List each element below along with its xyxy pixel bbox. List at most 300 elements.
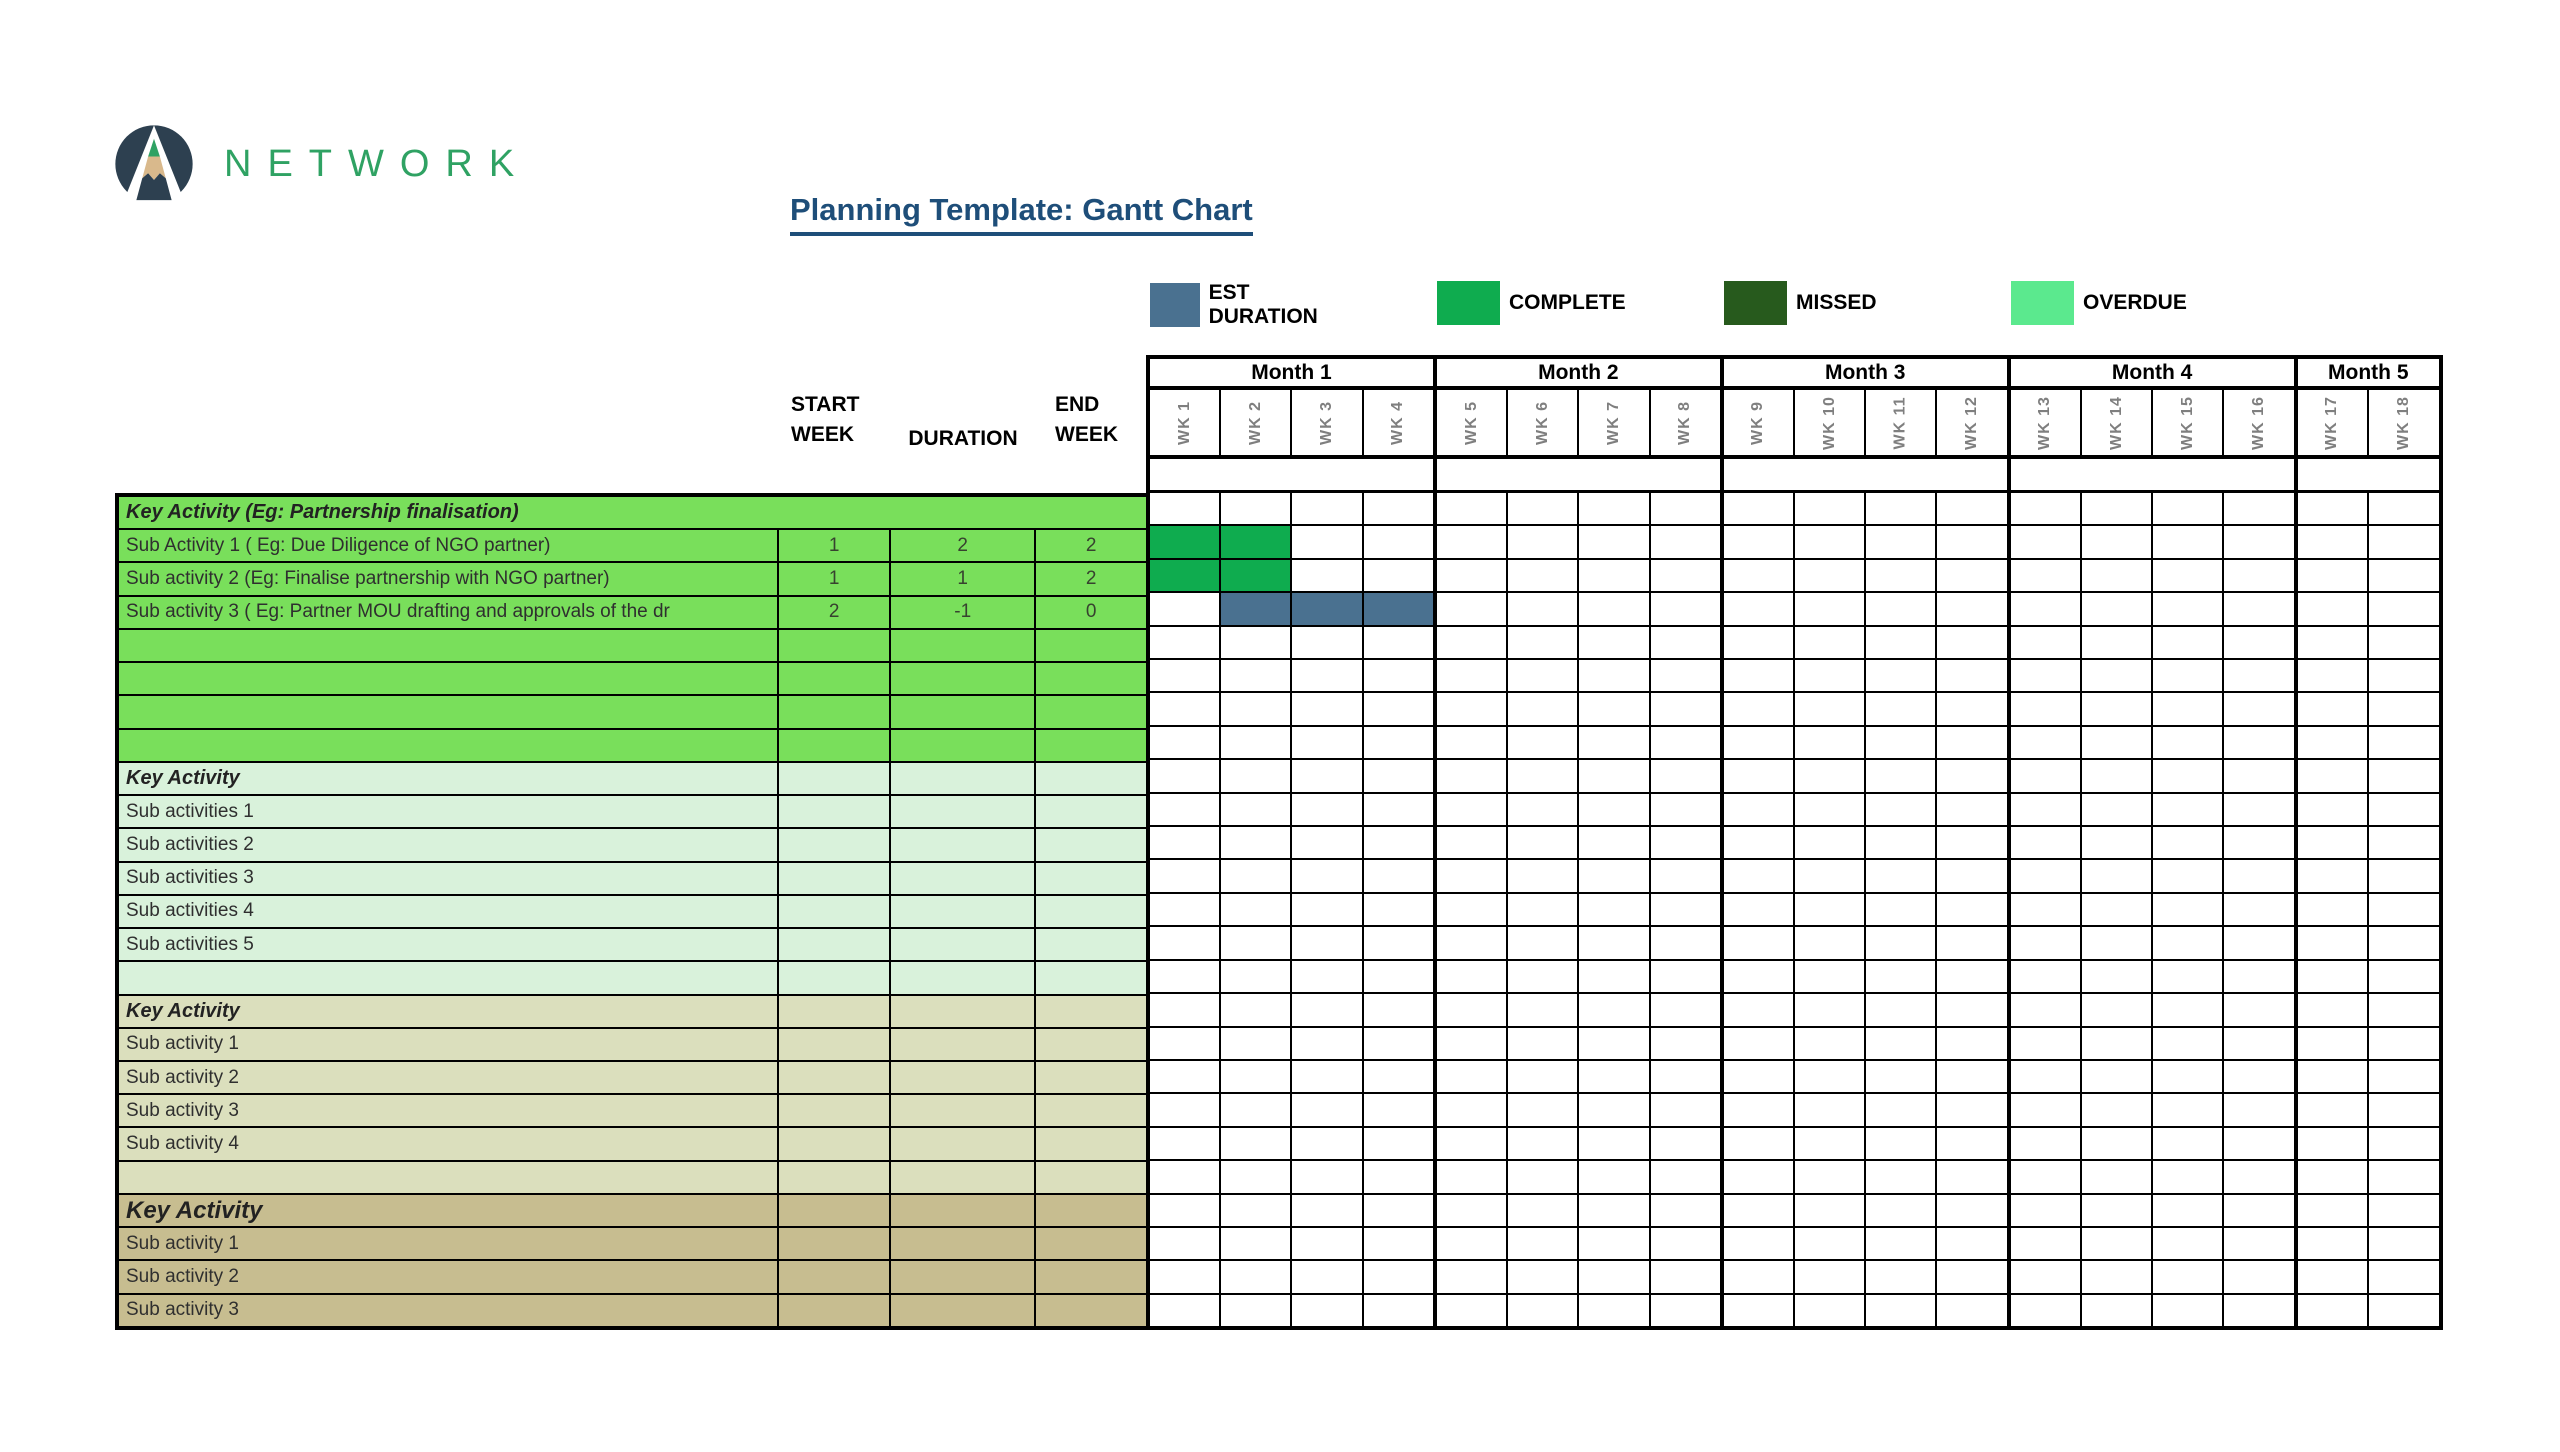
gantt-cell-week-3[interactable]: [1292, 560, 1363, 591]
gantt-cell-week-9[interactable]: [1724, 1094, 1795, 1125]
gantt-cell-week-2[interactable]: [1221, 994, 1292, 1025]
gantt-cell-week-7[interactable]: [1579, 1094, 1650, 1125]
key-activity-label-cell[interactable]: [119, 763, 779, 794]
gantt-cell-week-1[interactable]: [1150, 1028, 1221, 1059]
gantt-cell-week-16[interactable]: [2224, 1295, 2293, 1326]
gantt-cell-week-18[interactable]: [2369, 1261, 2439, 1292]
gantt-cell-week-8[interactable]: [1651, 660, 1720, 691]
gantt-cell-week-14[interactable]: [2082, 727, 2153, 758]
activity-name-cell[interactable]: Sub activities 5: [119, 929, 779, 960]
gantt-cell-week-12[interactable]: [1937, 794, 2006, 825]
gantt-cell-week-1[interactable]: [1150, 693, 1221, 724]
gantt-cell-week-8[interactable]: [1651, 1295, 1720, 1326]
gantt-cell-week-2[interactable]: [1221, 727, 1292, 758]
gantt-cell-week-1[interactable]: [1150, 593, 1221, 624]
gantt-cell-week-4[interactable]: [1364, 560, 1433, 591]
gantt-cell-week-17[interactable]: [2298, 1128, 2370, 1159]
gantt-cell-week-11[interactable]: [1866, 627, 1937, 658]
gantt-cell-week-3[interactable]: [1292, 1195, 1363, 1226]
gantt-cell-week-17[interactable]: [2298, 894, 2370, 925]
start-week-cell[interactable]: [779, 863, 891, 894]
gantt-cell-week-11[interactable]: [1866, 493, 1937, 524]
gantt-cell-week-11[interactable]: [1866, 693, 1937, 724]
gantt-cell-week-18[interactable]: [2369, 794, 2439, 825]
start-week-cell[interactable]: [779, 1095, 891, 1126]
gantt-cell-week-5[interactable]: [1437, 1028, 1508, 1059]
gantt-bar-est-week-2[interactable]: [1221, 593, 1292, 624]
gantt-cell-week-17[interactable]: [2298, 593, 2370, 624]
activity-name-cell[interactable]: Sub activity 3: [119, 1295, 779, 1326]
gantt-cell-week-2[interactable]: [1221, 1061, 1292, 1092]
gantt-cell-week-3[interactable]: [1292, 1228, 1363, 1259]
gantt-cell-week-12[interactable]: [1937, 1195, 2006, 1226]
gantt-cell-week-5[interactable]: [1437, 1094, 1508, 1125]
gantt-cell-week-18[interactable]: [2369, 860, 2439, 891]
gantt-cell-week-5[interactable]: [1437, 627, 1508, 658]
gantt-cell-week-5[interactable]: [1437, 1195, 1508, 1226]
gantt-cell-week-3[interactable]: [1292, 1028, 1363, 1059]
duration-cell[interactable]: [891, 1062, 1036, 1093]
gantt-cell-week-11[interactable]: [1866, 1195, 1937, 1226]
gantt-cell-week-7[interactable]: [1579, 627, 1650, 658]
gantt-cell-week-12[interactable]: [1937, 1261, 2006, 1292]
gantt-cell-week-2[interactable]: [1221, 1228, 1292, 1259]
gantt-cell-week-18[interactable]: [2369, 526, 2439, 557]
gantt-cell-week-18[interactable]: [2369, 1228, 2439, 1259]
gantt-cell-week-13[interactable]: [2011, 593, 2082, 624]
gantt-cell-week-9[interactable]: [1724, 1161, 1795, 1192]
gantt-cell-week-16[interactable]: [2224, 794, 2293, 825]
gantt-cell-week-6[interactable]: [1508, 827, 1579, 858]
gantt-cell-week-5[interactable]: [1437, 560, 1508, 591]
gantt-cell-week-4[interactable]: [1364, 1128, 1433, 1159]
gantt-cell-week-13[interactable]: [2011, 1228, 2082, 1259]
gantt-cell-week-1[interactable]: [1150, 1128, 1221, 1159]
gantt-cell-week-7[interactable]: [1579, 794, 1650, 825]
gantt-cell-week-10[interactable]: [1795, 627, 1866, 658]
gantt-cell-week-17[interactable]: [2298, 994, 2370, 1025]
gantt-cell-week-11[interactable]: [1866, 1228, 1937, 1259]
gantt-cell-week-8[interactable]: [1651, 894, 1720, 925]
gantt-cell-week-3[interactable]: [1292, 1061, 1363, 1092]
gantt-cell-week-1[interactable]: [1150, 627, 1221, 658]
gantt-cell-week-6[interactable]: [1508, 493, 1579, 524]
gantt-cell-week-6[interactable]: [1508, 1094, 1579, 1125]
gantt-cell-week-7[interactable]: [1579, 961, 1650, 992]
duration-cell[interactable]: [891, 1095, 1036, 1126]
gantt-cell-week-13[interactable]: [2011, 560, 2082, 591]
gantt-cell-week-17[interactable]: [2298, 693, 2370, 724]
gantt-cell-week-6[interactable]: [1508, 760, 1579, 791]
gantt-cell-week-15[interactable]: [2153, 827, 2224, 858]
gantt-cell-week-6[interactable]: [1508, 1161, 1579, 1192]
gantt-cell-week-5[interactable]: [1437, 894, 1508, 925]
gantt-cell-week-10[interactable]: [1795, 961, 1866, 992]
gantt-cell-week-13[interactable]: [2011, 927, 2082, 958]
gantt-cell-week-15[interactable]: [2153, 1261, 2224, 1292]
gantt-cell-week-17[interactable]: [2298, 627, 2370, 658]
gantt-cell-week-7[interactable]: [1579, 1195, 1650, 1226]
activity-name-cell[interactable]: Sub activity 3: [119, 1095, 779, 1126]
activity-name-cell[interactable]: [119, 663, 779, 694]
start-week-cell[interactable]: [779, 829, 891, 860]
duration-cell[interactable]: [891, 663, 1036, 694]
gantt-cell-week-11[interactable]: [1866, 894, 1937, 925]
gantt-cell-week-2[interactable]: [1221, 894, 1292, 925]
duration-cell[interactable]: [891, 1228, 1036, 1259]
key-activity-label-cell[interactable]: [119, 497, 1146, 528]
gantt-cell-week-10[interactable]: [1795, 1295, 1866, 1326]
gantt-cell-week-7[interactable]: [1579, 660, 1650, 691]
gantt-cell-week-11[interactable]: [1866, 593, 1937, 624]
gantt-cell-week-8[interactable]: [1651, 1028, 1720, 1059]
gantt-cell-week-12[interactable]: [1937, 927, 2006, 958]
gantt-cell-week-5[interactable]: [1437, 1161, 1508, 1192]
gantt-cell-week-3[interactable]: [1292, 1128, 1363, 1159]
activity-name-cell[interactable]: Sub Activity 1 ( Eg: Due Diligence of NGO partner): [119, 530, 779, 561]
gantt-cell-week-5[interactable]: [1437, 961, 1508, 992]
gantt-cell-week-4[interactable]: [1364, 1094, 1433, 1125]
gantt-cell-week-13[interactable]: [2011, 961, 2082, 992]
gantt-cell-week-10[interactable]: [1795, 827, 1866, 858]
gantt-cell-week-12[interactable]: [1937, 860, 2006, 891]
gantt-cell-week-15[interactable]: [2153, 760, 2224, 791]
gantt-cell-week-2[interactable]: [1221, 1295, 1292, 1326]
end-week-cell[interactable]: [1036, 1162, 1146, 1193]
gantt-cell-week-12[interactable]: [1937, 827, 2006, 858]
gantt-cell-week-16[interactable]: [2224, 693, 2293, 724]
gantt-cell-week-17[interactable]: [2298, 860, 2370, 891]
activity-name-cell[interactable]: Sub activities 2: [119, 829, 779, 860]
gantt-cell-week-12[interactable]: [1937, 1161, 2006, 1192]
end-week-cell[interactable]: [1036, 1029, 1146, 1060]
gantt-cell-week-18[interactable]: [2369, 1161, 2439, 1192]
start-week-cell[interactable]: [779, 1062, 891, 1093]
end-week-cell[interactable]: [1036, 663, 1146, 694]
gantt-cell-week-2[interactable]: [1221, 827, 1292, 858]
gantt-cell-week-12[interactable]: [1937, 1061, 2006, 1092]
gantt-cell-week-6[interactable]: [1508, 1061, 1579, 1092]
gantt-cell-week-9[interactable]: [1724, 560, 1795, 591]
gantt-cell-week-12[interactable]: [1937, 994, 2006, 1025]
gantt-cell-week-3[interactable]: [1292, 927, 1363, 958]
gantt-cell-week-10[interactable]: [1795, 526, 1866, 557]
gantt-cell-week-2[interactable]: [1221, 1195, 1292, 1226]
gantt-cell-week-1[interactable]: [1150, 827, 1221, 858]
gantt-cell-week-3[interactable]: [1292, 693, 1363, 724]
gantt-cell-week-1[interactable]: [1150, 760, 1221, 791]
gantt-bar-complete-week-1[interactable]: [1150, 560, 1221, 591]
gantt-cell-week-17[interactable]: [2298, 1261, 2370, 1292]
gantt-cell-week-15[interactable]: [2153, 1195, 2224, 1226]
gantt-cell-week-3[interactable]: [1292, 894, 1363, 925]
gantt-cell-week-7[interactable]: [1579, 760, 1650, 791]
gantt-cell-week-11[interactable]: [1866, 1128, 1937, 1159]
gantt-cell-week-14[interactable]: [2082, 1028, 2153, 1059]
activity-name-cell[interactable]: Sub activities 3: [119, 863, 779, 894]
duration-cell[interactable]: [891, 929, 1036, 960]
duration-cell[interactable]: -1: [891, 597, 1036, 628]
gantt-cell-week-12[interactable]: [1937, 1295, 2006, 1326]
gantt-cell-week-12[interactable]: [1937, 693, 2006, 724]
start-week-cell[interactable]: [779, 663, 891, 694]
start-week-cell[interactable]: [779, 1162, 891, 1193]
gantt-cell-week-15[interactable]: [2153, 693, 2224, 724]
gantt-cell-week-9[interactable]: [1724, 727, 1795, 758]
gantt-cell-week-17[interactable]: [2298, 660, 2370, 691]
gantt-cell-week-13[interactable]: [2011, 1061, 2082, 1092]
gantt-cell-week-18[interactable]: [2369, 894, 2439, 925]
end-week-cell[interactable]: [1036, 730, 1146, 761]
gantt-cell-week-6[interactable]: [1508, 1028, 1579, 1059]
gantt-cell-week-15[interactable]: [2153, 727, 2224, 758]
duration-cell[interactable]: [891, 1195, 1036, 1226]
gantt-cell-week-10[interactable]: [1795, 660, 1866, 691]
gantt-cell-week-15[interactable]: [2153, 1295, 2224, 1326]
gantt-cell-week-4[interactable]: [1364, 1261, 1433, 1292]
gantt-cell-week-16[interactable]: [2224, 493, 2293, 524]
gantt-cell-week-4[interactable]: [1364, 493, 1433, 524]
gantt-cell-week-10[interactable]: [1795, 994, 1866, 1025]
gantt-cell-week-17[interactable]: [2298, 727, 2370, 758]
duration-cell[interactable]: [891, 1261, 1036, 1292]
gantt-cell-week-16[interactable]: [2224, 1128, 2293, 1159]
gantt-cell-week-12[interactable]: [1937, 727, 2006, 758]
gantt-cell-week-16[interactable]: [2224, 961, 2293, 992]
start-week-cell[interactable]: [779, 1195, 891, 1226]
start-week-cell[interactable]: 1: [779, 530, 891, 561]
start-week-cell[interactable]: [779, 763, 891, 794]
gantt-cell-week-12[interactable]: [1937, 1028, 2006, 1059]
start-week-cell[interactable]: [779, 929, 891, 960]
gantt-cell-week-4[interactable]: [1364, 994, 1433, 1025]
gantt-cell-week-12[interactable]: [1937, 493, 2006, 524]
gantt-cell-week-7[interactable]: [1579, 1128, 1650, 1159]
gantt-cell-week-15[interactable]: [2153, 1094, 2224, 1125]
gantt-cell-week-6[interactable]: [1508, 660, 1579, 691]
duration-cell[interactable]: [891, 863, 1036, 894]
gantt-cell-week-2[interactable]: [1221, 860, 1292, 891]
gantt-cell-week-14[interactable]: [2082, 1094, 2153, 1125]
gantt-cell-week-6[interactable]: [1508, 1195, 1579, 1226]
gantt-cell-week-17[interactable]: [2298, 1228, 2370, 1259]
gantt-cell-week-12[interactable]: [1937, 1094, 2006, 1125]
gantt-cell-week-6[interactable]: [1508, 961, 1579, 992]
gantt-cell-week-13[interactable]: [2011, 1028, 2082, 1059]
gantt-cell-week-6[interactable]: [1508, 794, 1579, 825]
gantt-cell-week-1[interactable]: [1150, 1195, 1221, 1226]
gantt-cell-week-14[interactable]: [2082, 1061, 2153, 1092]
gantt-cell-week-15[interactable]: [2153, 860, 2224, 891]
gantt-cell-week-11[interactable]: [1866, 1161, 1937, 1192]
gantt-cell-week-8[interactable]: [1651, 1094, 1720, 1125]
start-week-cell[interactable]: [779, 796, 891, 827]
gantt-cell-week-11[interactable]: [1866, 1094, 1937, 1125]
gantt-cell-week-6[interactable]: [1508, 860, 1579, 891]
gantt-cell-week-17[interactable]: [2298, 1295, 2370, 1326]
gantt-cell-week-2[interactable]: [1221, 660, 1292, 691]
gantt-cell-week-13[interactable]: [2011, 526, 2082, 557]
start-week-cell[interactable]: [779, 1029, 891, 1060]
gantt-cell-week-10[interactable]: [1795, 1228, 1866, 1259]
end-week-cell[interactable]: [1036, 630, 1146, 661]
gantt-cell-week-9[interactable]: [1724, 961, 1795, 992]
gantt-cell-week-4[interactable]: [1364, 1228, 1433, 1259]
gantt-cell-week-13[interactable]: [2011, 1195, 2082, 1226]
gantt-cell-week-7[interactable]: [1579, 526, 1650, 557]
gantt-cell-week-18[interactable]: [2369, 627, 2439, 658]
gantt-cell-week-15[interactable]: [2153, 493, 2224, 524]
start-week-cell[interactable]: [779, 896, 891, 927]
gantt-cell-week-1[interactable]: [1150, 1295, 1221, 1326]
gantt-cell-week-13[interactable]: [2011, 693, 2082, 724]
gantt-cell-week-8[interactable]: [1651, 560, 1720, 591]
gantt-cell-week-9[interactable]: [1724, 627, 1795, 658]
gantt-cell-week-3[interactable]: [1292, 1161, 1363, 1192]
duration-cell[interactable]: [891, 1162, 1036, 1193]
gantt-cell-week-10[interactable]: [1795, 693, 1866, 724]
start-week-cell[interactable]: 1: [779, 563, 891, 594]
gantt-cell-week-14[interactable]: [2082, 961, 2153, 992]
gantt-cell-week-10[interactable]: [1795, 1028, 1866, 1059]
gantt-cell-week-12[interactable]: [1937, 593, 2006, 624]
gantt-cell-week-7[interactable]: [1579, 994, 1650, 1025]
gantt-cell-week-9[interactable]: [1724, 994, 1795, 1025]
gantt-cell-week-9[interactable]: [1724, 1228, 1795, 1259]
gantt-cell-week-12[interactable]: [1937, 560, 2006, 591]
gantt-cell-week-16[interactable]: [2224, 593, 2293, 624]
gantt-cell-week-10[interactable]: [1795, 1061, 1866, 1092]
gantt-cell-week-16[interactable]: [2224, 526, 2293, 557]
end-week-cell[interactable]: 2: [1085, 568, 1097, 590]
activity-name-cell[interactable]: Sub activity 4: [119, 1128, 779, 1159]
gantt-cell-week-9[interactable]: [1724, 1028, 1795, 1059]
gantt-cell-week-10[interactable]: [1795, 794, 1866, 825]
gantt-cell-week-3[interactable]: [1292, 1094, 1363, 1125]
gantt-cell-week-1[interactable]: [1150, 1261, 1221, 1292]
activity-name-cell[interactable]: [119, 962, 779, 993]
gantt-cell-week-16[interactable]: [2224, 1094, 2293, 1125]
gantt-cell-week-2[interactable]: [1221, 961, 1292, 992]
gantt-cell-week-12[interactable]: [1937, 526, 2006, 557]
gantt-cell-week-13[interactable]: [2011, 860, 2082, 891]
end-week-cell[interactable]: 2: [1085, 534, 1097, 556]
gantt-cell-week-14[interactable]: [2082, 994, 2153, 1025]
activity-name-cell[interactable]: [119, 630, 779, 661]
gantt-cell-week-12[interactable]: [1937, 760, 2006, 791]
start-week-cell[interactable]: [779, 1295, 891, 1326]
gantt-cell-week-7[interactable]: [1579, 894, 1650, 925]
gantt-cell-week-12[interactable]: [1937, 961, 2006, 992]
gantt-cell-week-8[interactable]: [1651, 794, 1720, 825]
duration-cell[interactable]: 1: [891, 563, 1036, 594]
gantt-cell-week-3[interactable]: [1292, 760, 1363, 791]
end-week-cell[interactable]: 0: [1085, 601, 1097, 623]
gantt-cell-week-15[interactable]: [2153, 627, 2224, 658]
gantt-cell-week-15[interactable]: [2153, 961, 2224, 992]
gantt-cell-week-18[interactable]: [2369, 1028, 2439, 1059]
gantt-cell-week-13[interactable]: [2011, 493, 2082, 524]
gantt-cell-week-8[interactable]: [1651, 493, 1720, 524]
gantt-cell-week-15[interactable]: [2153, 927, 2224, 958]
end-week-cell[interactable]: [1036, 1095, 1146, 1126]
gantt-cell-week-1[interactable]: [1150, 1228, 1221, 1259]
gantt-cell-week-6[interactable]: [1508, 1128, 1579, 1159]
gantt-cell-week-11[interactable]: [1866, 560, 1937, 591]
gantt-cell-week-8[interactable]: [1651, 760, 1720, 791]
gantt-cell-week-5[interactable]: [1437, 827, 1508, 858]
gantt-cell-week-4[interactable]: [1364, 693, 1433, 724]
gantt-cell-week-9[interactable]: [1724, 794, 1795, 825]
activity-name-cell[interactable]: Sub activity 1: [119, 1029, 779, 1060]
gantt-cell-week-10[interactable]: [1795, 1261, 1866, 1292]
gantt-cell-week-18[interactable]: [2369, 760, 2439, 791]
gantt-cell-week-9[interactable]: [1724, 1128, 1795, 1159]
gantt-cell-week-10[interactable]: [1795, 760, 1866, 791]
gantt-cell-week-8[interactable]: [1651, 827, 1720, 858]
gantt-cell-week-8[interactable]: [1651, 727, 1720, 758]
gantt-cell-week-15[interactable]: [2153, 994, 2224, 1025]
gantt-cell-week-6[interactable]: [1508, 1228, 1579, 1259]
gantt-cell-week-14[interactable]: [2082, 760, 2153, 791]
gantt-cell-week-3[interactable]: [1292, 1261, 1363, 1292]
gantt-cell-week-17[interactable]: [2298, 1195, 2370, 1226]
gantt-cell-week-18[interactable]: [2369, 1295, 2439, 1326]
end-week-cell[interactable]: [1036, 1195, 1146, 1226]
gantt-cell-week-17[interactable]: [2298, 1161, 2370, 1192]
gantt-cell-week-15[interactable]: [2153, 560, 2224, 591]
gantt-cell-week-18[interactable]: [2369, 1094, 2439, 1125]
gantt-cell-week-14[interactable]: [2082, 493, 2153, 524]
gantt-cell-week-7[interactable]: [1579, 1228, 1650, 1259]
gantt-cell-week-1[interactable]: [1150, 1161, 1221, 1192]
gantt-cell-week-1[interactable]: [1150, 493, 1221, 524]
gantt-cell-week-10[interactable]: [1795, 493, 1866, 524]
start-week-cell[interactable]: [779, 996, 891, 1027]
gantt-cell-week-2[interactable]: [1221, 1261, 1292, 1292]
duration-cell[interactable]: [891, 730, 1036, 761]
gantt-cell-week-4[interactable]: [1364, 1295, 1433, 1326]
gantt-cell-week-6[interactable]: [1508, 927, 1579, 958]
gantt-cell-week-15[interactable]: [2153, 526, 2224, 557]
gantt-cell-week-2[interactable]: [1221, 693, 1292, 724]
end-week-cell[interactable]: [1036, 996, 1146, 1027]
gantt-cell-week-18[interactable]: [2369, 1195, 2439, 1226]
duration-cell[interactable]: [891, 1029, 1036, 1060]
gantt-cell-week-17[interactable]: [2298, 1028, 2370, 1059]
gantt-cell-week-6[interactable]: [1508, 1295, 1579, 1326]
start-week-cell[interactable]: [779, 962, 891, 993]
gantt-cell-week-2[interactable]: [1221, 627, 1292, 658]
gantt-cell-week-2[interactable]: [1221, 1028, 1292, 1059]
gantt-cell-week-7[interactable]: [1579, 727, 1650, 758]
gantt-cell-week-9[interactable]: [1724, 526, 1795, 557]
gantt-cell-week-10[interactable]: [1795, 560, 1866, 591]
gantt-cell-week-2[interactable]: [1221, 794, 1292, 825]
gantt-cell-week-10[interactable]: [1795, 593, 1866, 624]
gantt-cell-week-13[interactable]: [2011, 727, 2082, 758]
duration-cell[interactable]: [891, 896, 1036, 927]
gantt-cell-week-14[interactable]: [2082, 1161, 2153, 1192]
gantt-cell-week-11[interactable]: [1866, 827, 1937, 858]
gantt-cell-week-11[interactable]: [1866, 1295, 1937, 1326]
gantt-cell-week-18[interactable]: [2369, 660, 2439, 691]
gantt-cell-week-15[interactable]: [2153, 1161, 2224, 1192]
gantt-cell-week-6[interactable]: [1508, 526, 1579, 557]
end-week-cell[interactable]: [1036, 796, 1146, 827]
gantt-cell-week-6[interactable]: [1508, 627, 1579, 658]
end-week-cell[interactable]: [1036, 1128, 1146, 1159]
